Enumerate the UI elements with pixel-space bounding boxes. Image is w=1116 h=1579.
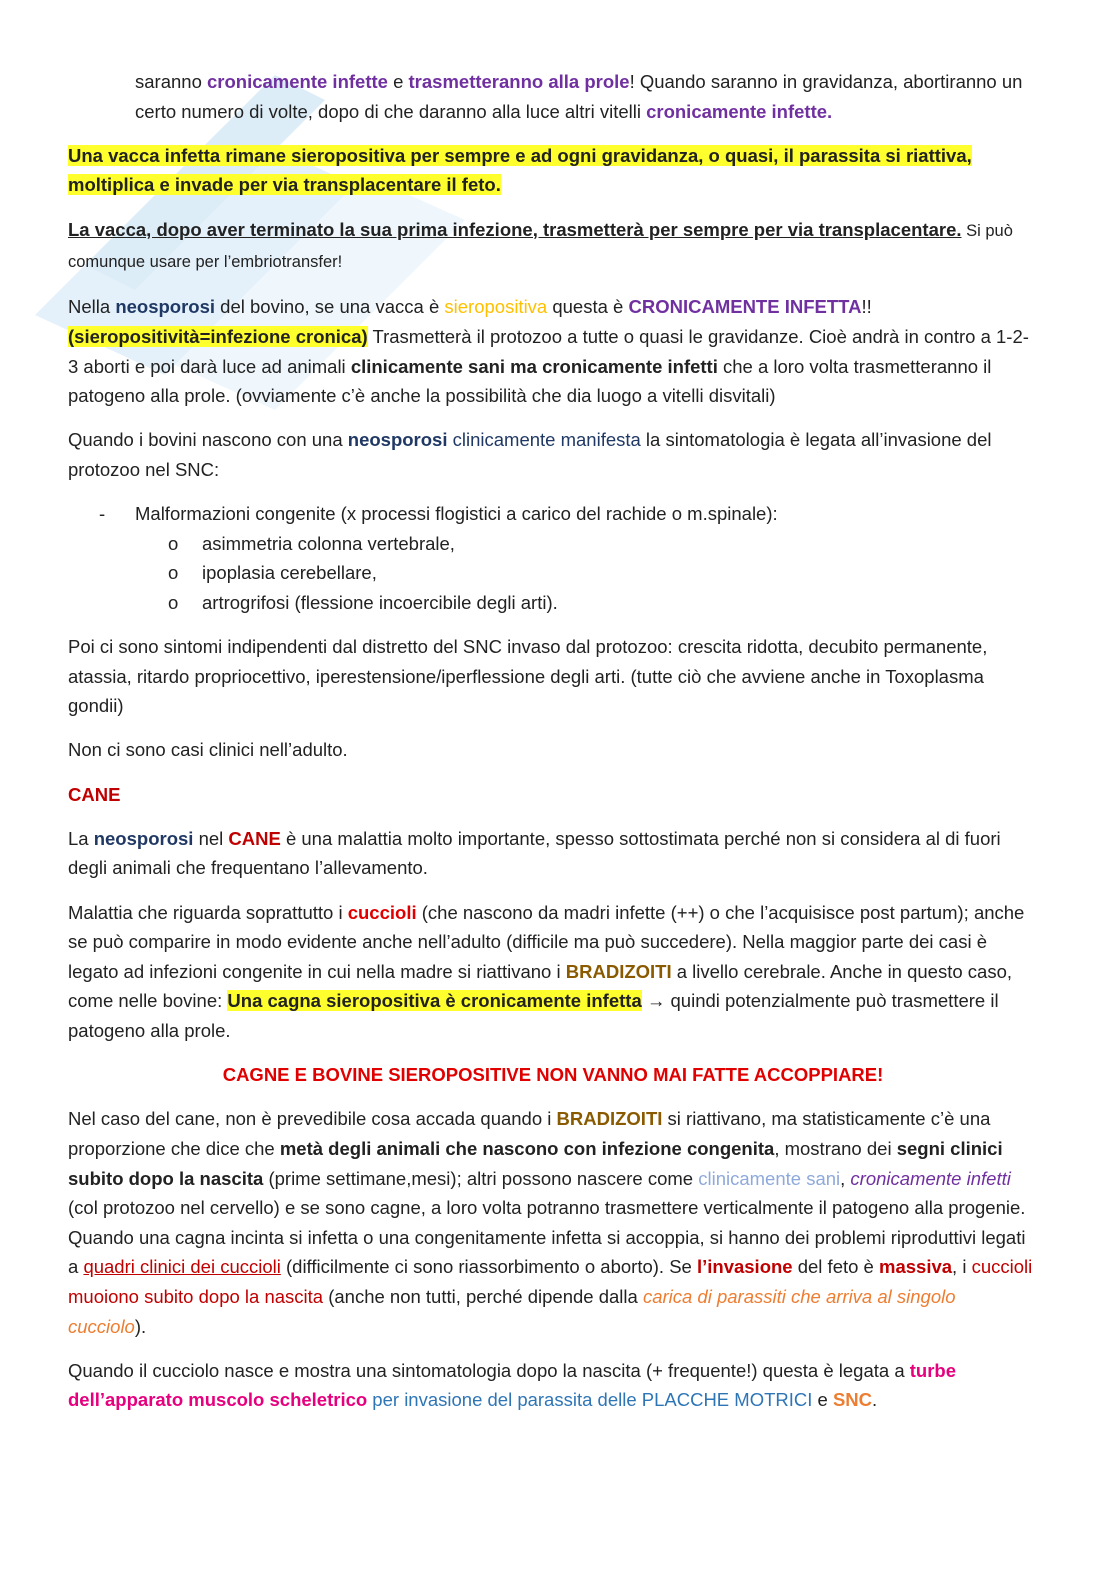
term-turbe: turbe dell’apparato muscolo scheletrico xyxy=(68,1359,957,1411)
malformazioni-list xyxy=(68,499,1038,617)
term-trasmetteranno: trasmetteranno alla prole xyxy=(408,71,630,92)
term-cane: CANE xyxy=(228,827,281,849)
underlined-statement: La vacca, dopo aver terminato la sua prima infezione, trasmetterà per sempre per via transplacentare. xyxy=(68,218,962,240)
term-neosporosi-3: neosporosi xyxy=(93,827,194,849)
paragraph-sintomi-indipendenti: Poi ci sono sintomi indipendenti dal distretto del SNC invaso dal protozoo: crescita ridotta, decubito permanente, atassia, ritardo propriocettivo, iperestensione/iperflessione degli arti. (tutte ciò che avviene anche in Toxoplasma gondii) xyxy=(68,636,988,717)
circle-bullet: o xyxy=(168,562,179,584)
document-page xyxy=(68,67,1038,1429)
highlighted-definition: (sieropositività=infezione cronica) xyxy=(68,325,368,347)
paragraph-adulto: Non ci sono casi clinici nell’adulto. xyxy=(68,739,348,761)
paragraph-trasmissione: La vacca, dopo aver terminato la sua prima infezione, trasmetterà per sempre per via transplacentare. Si può comunque usare per l’embriotransfer! xyxy=(68,218,1013,272)
term-cuccioli: cuccioli xyxy=(347,901,417,923)
term-clinicamente-sani: clinicamente sani xyxy=(698,1167,841,1189)
term-neosporosi-2: neosporosi xyxy=(347,429,448,451)
sub-list-item: o artrogrifosi (flessione incoercibile degli arti). xyxy=(68,588,1038,618)
paragraph-neosporosi-bovino: Nella neosporosi del bovino, se una vacca è sieropositiva questa è CRONICAMENTE INFETTA!! (sieropositività=infezione cronica) Trasmetterà il protozoo a tutte o quasi le gravidanze. Cioè andrà in contro a 1-2-3 aborti e poi darà luce ad animali clinicamente sani ma cronicamente infetti che a loro volta trasmetteranno il patogeno alla prole. (ovviamente c’è anche la possibilità che dia luogo a vitelli disvitali) xyxy=(68,296,1029,407)
circle-bullet: o xyxy=(168,591,179,613)
section-heading-cane: CANE xyxy=(68,783,121,805)
highlighted-cagna: Una cagna sieropositiva è cronicamente infetta xyxy=(227,990,642,1012)
term-snc: SNC xyxy=(832,1389,873,1411)
term-placche-motrici: per invasione del parassita delle PLACCHE MOTRICI xyxy=(367,1389,813,1411)
bold-clinicamente-sani: clinicamente sani ma cronicamente infetti xyxy=(350,355,718,377)
paragraph-sintomatologia: Quando i bovini nascono con una neosporosi clinicamente manifesta la sintomatologia è legata all’invasione del protozoo nel SNC: xyxy=(68,429,992,480)
list-item: - Malformazioni congenite (x processi flogistici a carico del rachide o m.spinale): xyxy=(68,499,1038,529)
arrow-right-icon: → xyxy=(641,990,671,1012)
paragraph-vacca-sieropositiva xyxy=(68,141,1038,200)
sub-list-item: o asimmetria colonna vertebrale, xyxy=(68,529,1038,559)
paragraph-caso-cane: Nel caso del cane, non è prevedibile cosa accada quando i BRADIZOITI si riattivano, ma statisticamente c’è una proporzione che dice che metà degli animali che nascono con infezione congenita, mostrano dei segni clinici subito dopo la nascita (prime settimane,mesi); altri possono nascere come clinicamente sani, cronicamente infetti (col protozoo nel cervello) e se sono cagne, a loro volta potranno trasmettere verticalmente il patogeno alla progenie. Quando una cagna incinta si infetta o una congenitamente infetta si accoppia, si hanno dei problemi riproduttivi legati a quadri clinici dei cuccioli (difficilmente ci sono riassorbimento o aborto). Se l’invasione del feto è massiva, i cuccioli muoiono subito dopo la nascita (anche non tutti, perché dipende dalla carica di parassiti che arriva al singolo cucciolo). xyxy=(68,1108,1033,1337)
term-quadri-clinici: quadri clinici dei cuccioli xyxy=(83,1256,281,1278)
term-cronicamente-infette-2: cronicamente infette. xyxy=(646,100,833,122)
warning-statement: CAGNE E BOVINE SIEROPOSITIVE NON VANNO MAI FATTE ACCOPPIARE! xyxy=(222,1064,884,1086)
term-cronicamente-infetta: CRONICAMENTE INFETTA xyxy=(628,296,862,318)
term-bradizoiti-2: BRADIZOITI xyxy=(556,1108,663,1130)
term-cronicamente-infetti: cronicamente infetti xyxy=(850,1167,1011,1189)
term-sieropositiva: sieropositiva xyxy=(444,296,548,318)
term-bradizoiti: BRADIZOITI xyxy=(565,960,672,982)
paragraph-cuccioli: Malattia che riguarda soprattutto i cuccioli (che nascono da madri infette (++) o che l’acquisisce post partum); anche se può comparire in modo evidente anche nell’adulto (difficile ma può succedere). Nella maggior parte dei casi è legato ad infezioni congenite in cui nella madre si riattivano i BRADIZOITI a livello cerebrale. Anche in questo caso, come nelle bovine: Una cagna sieropositiva è cronicamente infetta → quindi potenzialmente può trasmettere il patogeno alla prole. xyxy=(68,901,1025,1041)
paragraph-vitelli: saranno cronicamente infette e trasmetteranno alla prole! Quando saranno in gravidanza, abortiranno un certo numero di volte, dopo di che daranno alla luce altri vitelli cronicamente infette. xyxy=(135,71,1023,122)
paragraph-neosporosi-cane: La neosporosi nel CANE è una malattia molto importante, spesso sottostimata perché non si considera al di fuori degli animali che frequentano l’allevamento. xyxy=(68,827,1001,879)
paragraph-sintomatologia-cucciolo: Quando il cucciolo nasce e mostra una sintomatologia dopo la nascita (+ frequente!) questa è legata a turbe dell’apparato muscolo scheletrico per invasione del parassita delle PLACCHE MOTRICI e SNC. xyxy=(68,1359,957,1411)
term-neosporosi: neosporosi xyxy=(115,296,216,318)
highlighted-text: Una vacca infetta rimane sieropositiva per sempre e ad ogni gravidanza, o quasi, il parassita si riattiva, moltiplica e invade per via transplacentare il feto. xyxy=(68,144,972,196)
circle-bullet: o xyxy=(168,532,179,554)
term-cuccioli-muoiono: cuccioli muoiono subito dopo la nascita xyxy=(68,1256,1033,1307)
term-cronicamente-infette: cronicamente infette xyxy=(207,71,388,92)
term-massiva: massiva xyxy=(879,1256,953,1278)
term-invasione: l’invasione xyxy=(696,1256,793,1278)
term-carica-parassiti: carica di parassiti che arriva al singolo cucciolo xyxy=(68,1285,956,1337)
sub-list-item: o ipoplasia cerebellare, xyxy=(68,558,1038,588)
dash-bullet: - xyxy=(99,503,106,525)
